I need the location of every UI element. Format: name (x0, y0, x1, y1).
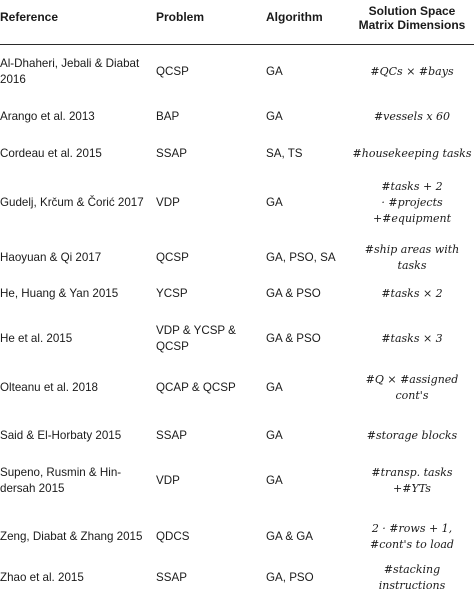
cell-problem: SSAP (156, 147, 187, 160)
cell-reference: Zeng, Diabat & Zhang 2015 (0, 530, 143, 543)
cell-reference: Cordeau et al. 2015 (0, 147, 102, 160)
cell-reference: He et al. 2015 (0, 332, 73, 345)
table-row (0, 269, 474, 319)
cell-problem: QCAP & QCSP (156, 381, 236, 394)
cell-problem: SSAP (156, 571, 187, 584)
cell-problem: VDP (156, 196, 180, 209)
header-reference: Reference (0, 10, 59, 24)
cell-dimensions: #tasks + 2 · #projects +#equipment (372, 180, 452, 225)
cell-dimensions: #housekeeping tasks (352, 147, 472, 160)
table-row (0, 47, 474, 97)
table-row (0, 129, 474, 179)
cell-algorithm: GA (266, 196, 283, 209)
cell-reference: Haoyuan & Qi 2017 (0, 251, 102, 264)
cell-reference: Olteanu et al. 2018 (0, 381, 98, 394)
cell-algorithm: GA & PSO (266, 332, 321, 345)
cell-reference: Said & El-Horbaty 2015 (0, 429, 122, 442)
cell-algorithm: SA, TS (266, 147, 303, 160)
header-rule (0, 44, 474, 45)
cell-algorithm: GA (266, 110, 283, 123)
cell-algorithm: GA & GA (266, 530, 314, 543)
cell-dimensions: #transp. tasks +#YTs (371, 466, 453, 495)
table-row (0, 314, 474, 364)
table-row (0, 456, 474, 506)
cell-reference: He, Huang & Yan 2015 (0, 287, 119, 300)
cell-algorithm: GA (266, 474, 283, 487)
cell-dimensions: 2 · #rows + 1, #cont's to load (370, 522, 454, 551)
cell-algorithm: GA (266, 429, 283, 442)
cell-reference: Zhao et al. 2015 (0, 571, 84, 584)
cell-algorithm: GA (266, 65, 283, 78)
header-dimensions: Solution Space Matrix Dimensions (358, 4, 466, 32)
table-row (0, 553, 474, 603)
cell-reference: Supeno, Rusmin & Hin- dersah 2015 (0, 466, 122, 495)
cell-dimensions: #storage blocks (366, 429, 458, 442)
cell-dimensions: #Q × #assigned cont's (365, 373, 459, 402)
cell-dimensions: #ship areas with tasks (364, 243, 460, 272)
cell-algorithm: GA, PSO, SA (266, 251, 336, 264)
header-algorithm: Algorithm (266, 10, 323, 24)
table-row (0, 178, 474, 228)
cell-dimensions: #stacking instructions (378, 563, 446, 592)
cell-dimensions: #QCs × #bays (370, 65, 454, 78)
table-row (0, 363, 474, 413)
cell-problem: SSAP (156, 429, 187, 442)
cell-problem: YCSP (156, 287, 188, 300)
cell-reference: Al-Dhaheri, Jebali & Diabat 2016 (0, 57, 140, 86)
cell-problem: BAP (156, 110, 180, 123)
cell-problem: VDP (156, 474, 180, 487)
cell-problem: QCSP (156, 251, 189, 264)
cell-problem: QDCS (156, 530, 190, 543)
cell-problem: QCSP (156, 65, 189, 78)
cell-algorithm: GA (266, 381, 283, 394)
table-row (0, 411, 474, 461)
cell-problem: VDP & YCSP & QCSP (156, 324, 236, 353)
cell-algorithm: GA & PSO (266, 287, 321, 300)
cell-algorithm: GA, PSO (266, 571, 314, 584)
cell-reference: Gudelj, Krčum & Čorić 2017 (0, 196, 144, 209)
header-problem: Problem (156, 10, 205, 24)
cell-dimensions: #tasks × 3 (381, 332, 443, 345)
table-header (0, 0, 474, 44)
cell-dimensions: #tasks × 2 (381, 287, 443, 300)
cell-dimensions: #vessels x 60 (373, 110, 451, 123)
cell-reference: Arango et al. 2013 (0, 110, 95, 123)
